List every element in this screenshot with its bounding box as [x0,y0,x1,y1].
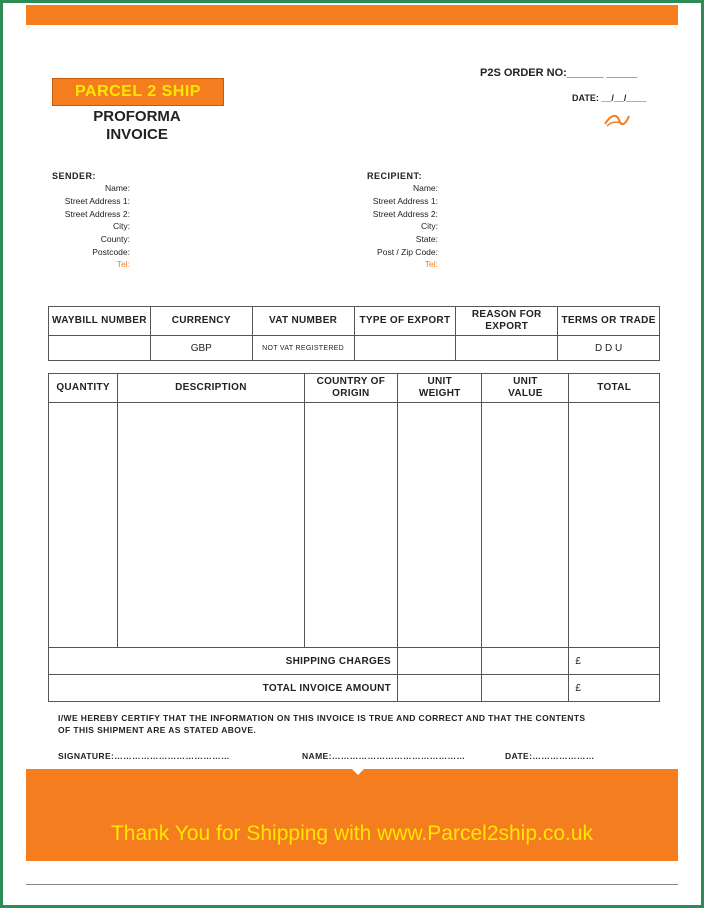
sender-name-label: Name: [104,183,130,193]
quantity-cell[interactable] [49,403,118,648]
waybill-header: WAYBILL NUMBER [49,307,151,336]
total-cell[interactable] [569,403,660,648]
items-body-row [49,403,660,648]
type-of-export-header: TYPE OF EXPORT [354,307,456,336]
certification-line2: OF THIS SHIPMENT ARE AS STATED ABOVE. [58,725,257,735]
waybill-value[interactable] [49,336,151,361]
total-invoice-value[interactable]: £ [569,675,660,702]
unit-value-cell[interactable] [482,403,569,648]
sender-county-label: County: [100,234,130,244]
recipient-tel-label: Tel: [424,259,438,269]
description-cell[interactable] [118,403,304,648]
terms-value[interactable]: D D U [558,336,660,361]
shipping-charges-value[interactable]: £ [569,648,660,675]
document-title [62,108,212,144]
total-invoice-label: TOTAL INVOICE AMOUNT [49,675,398,702]
sender-title: SENDER: [52,171,97,181]
sender-street2-label: Street Address 2: [64,209,130,219]
footer-thank-you: Thank You for Shipping with www.Parcel2ship.co.uk [110,822,594,845]
currency-header: CURRENCY [150,307,252,336]
footer-banner [26,769,678,861]
swoosh-icon [603,112,631,128]
export-details-table [48,306,660,361]
unit-weight-cell[interactable] [398,403,482,648]
shipping-charges-label: SHIPPING CHARGES [49,648,398,675]
recipient-title: RECIPIENT: [367,171,423,181]
document-title-line1: PROFORMA [93,108,181,125]
vat-number-value[interactable]: NOT VAT REGISTERED [252,336,354,361]
certification-line1: I/WE HEREBY CERTIFY THAT THE INFORMATION ON THIS INVOICE IS TRUE AND CORRECT AND THAT THE CONTENTS [58,713,586,723]
shipping-blank-1 [398,648,482,675]
total-blank-2 [482,675,569,702]
certification-text [58,712,658,736]
recipient-street2-label: Street Address 2: [372,209,438,219]
name-field[interactable]: NAME:……………………………………… [302,751,466,761]
brand-logo [52,78,224,106]
sender-city-label: City: [113,221,130,231]
footer-notch [352,769,364,775]
sender-tel-label: Tel: [116,259,130,269]
type-of-export-value[interactable] [354,336,456,361]
recipient-state-label: State: [415,234,438,244]
total-invoice-row [49,675,660,702]
order-number: P2S ORDER NO:______ _____ [480,67,638,79]
currency-value[interactable]: GBP [150,336,252,361]
invoice-date: DATE: __/__/____ [572,93,647,103]
total-blank-1 [398,675,482,702]
total-header: TOTAL [569,374,660,403]
bottom-divider [26,884,678,885]
export-value-row [49,336,660,361]
reason-for-export-value[interactable] [456,336,558,361]
recipient-zip-label: Post / Zip Code: [377,247,438,257]
shipping-blank-2 [482,648,569,675]
logo-text: PARCEL 2 SHIP [75,83,201,100]
signature-date-field[interactable]: DATE:………………… [505,751,595,761]
description-header: DESCRIPTION [118,374,304,403]
recipient-name-label: Name: [412,183,438,193]
items-table [48,373,660,702]
terms-header: TERMS OR TRADE [558,307,660,336]
sender-postcode-label: Postcode: [92,247,130,257]
reason-for-export-header: REASON FOR EXPORT [456,307,558,336]
sender-street1-label: Street Address 1: [64,196,130,206]
recipient-city-label: City: [421,221,438,231]
unit-weight-header: UNIT WEIGHT [398,374,482,403]
vat-number-header: VAT NUMBER [252,307,354,336]
recipient-street1-label: Street Address 1: [372,196,438,206]
country-of-origin-header: COUNTRY OF ORIGIN [304,374,397,403]
shipping-charges-row [49,648,660,675]
signature-field[interactable]: SIGNATURE:………………………………… [58,751,230,761]
document-title-line2: INVOICE [106,126,168,143]
items-header-row [49,374,660,403]
top-orange-bar [26,5,678,25]
quantity-header: QUANTITY [49,374,118,403]
unit-value-header: UNIT VALUE [482,374,569,403]
export-header-row [49,307,660,336]
country-of-origin-cell[interactable] [304,403,397,648]
